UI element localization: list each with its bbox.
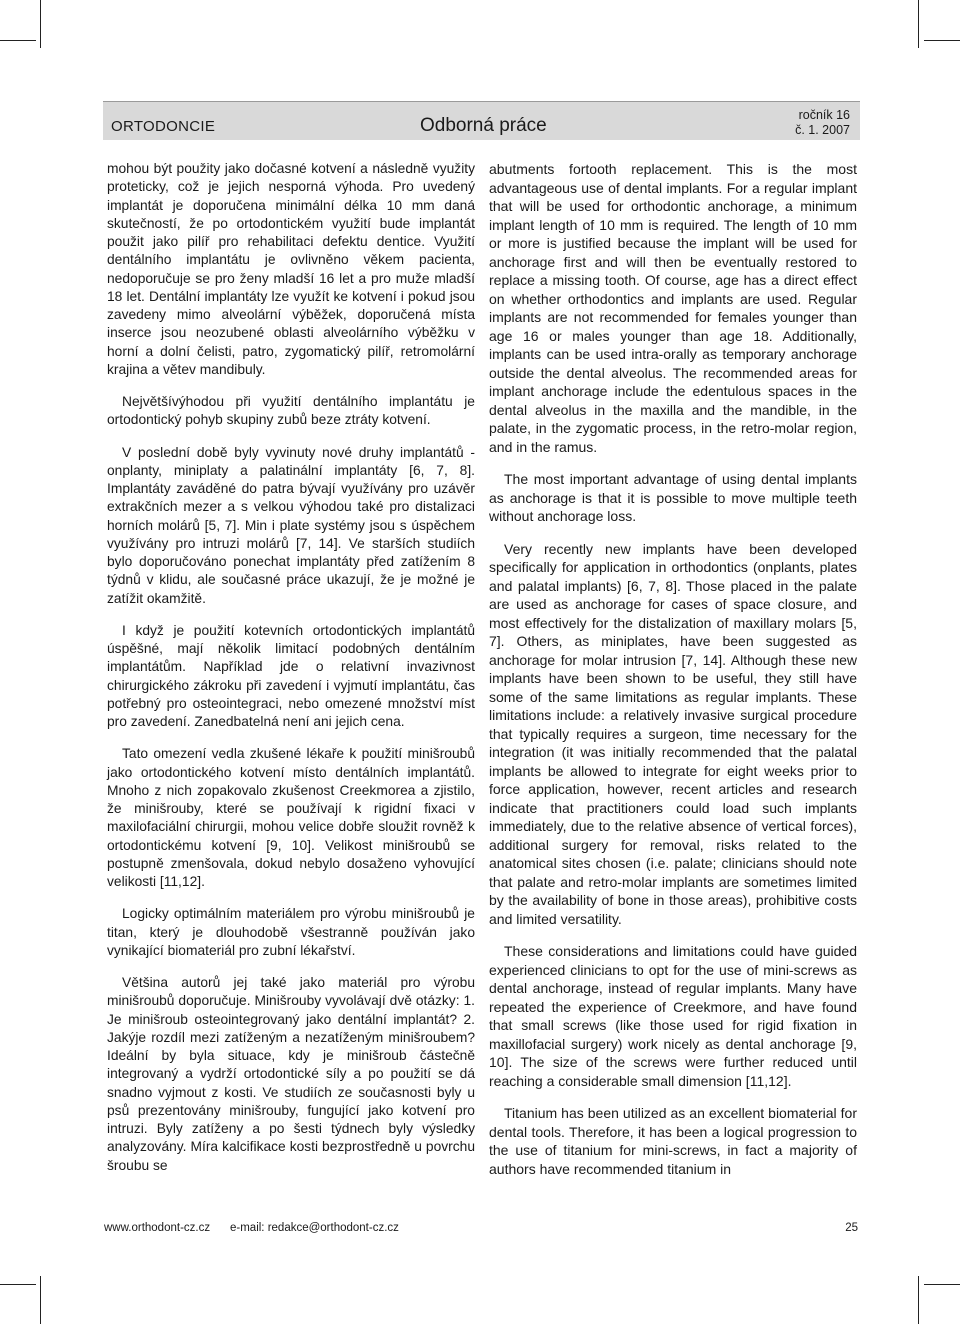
crop-mark — [0, 1284, 36, 1285]
crop-mark — [924, 40, 960, 41]
website-link[interactable]: www.orthodont-cz.cz — [104, 1222, 211, 1234]
issue-number: č. 1. 2007 — [795, 123, 850, 137]
crop-mark — [40, 0, 41, 48]
paragraph: Titanium has been utilized as an excellent biomaterial for dental tools. Therefore, it has been a logical progression to the use of titanium for mini-screws, in fact a majority of authors have recommended titanium in — [489, 1105, 857, 1177]
crop-mark — [918, 1276, 919, 1324]
issue-info — [795, 108, 850, 138]
journal-section: ORTODONCIE — [111, 118, 216, 135]
issue-year: ročník 16 — [798, 108, 850, 122]
article-type: Odborná práce — [420, 115, 547, 136]
paragraph: abutments fortooth replacement. This is the most advantageous use of dental implants. For a regular implant that will be used for orthodontic anchorage, a minimum implant length of 10 mm is required. The length of 10 mm or more is justified because the implant will be used for anchorage first and will then be eventually restored to replace a missing tooth. Of course, age has a direct effect on whether orthodontics and implants are used. Regular implants are not recommended for females younger than age 16 or males younger than age 18. Additionally, implants can be used intra-orally as temporary anchorage outside the dental alveolus. The recommended areas for implant anchorage include the edentulous spaces in the dental alveolus in the maxilla and the mandible, in the palate, in the zygomatic process, in the retro-molar region, and in the ramus. — [489, 161, 857, 455]
crop-mark — [918, 0, 919, 48]
paragraph: Tato omezení vedla zkušené lékaře k použití minišroubů jako ortodontického kotvení místo dentálních implantátů. Mnoho z nich zopakovalo zkušenost Creekmorea a zjistilo, že minišrouby, které se používají k rigidní fixaci v maxilofaciální chirurgii, mohou velice dobře sloužit rovněž k ortodontickému kotvení [9, 10]. Velikost minišroubů se postupně zmenšovala, dokud nebylo dosaženo vyhovující velikosti [11,12]. — [107, 746, 475, 889]
paragraph: The most important advantage of using dental implants as anchorage is that it is possible to move multiple teeth without anchorage loss. — [489, 471, 857, 524]
crop-mark — [40, 1276, 41, 1324]
paragraph: Největšívýhodou při využití dentálního implantátu je ortodontický pohyb skupiny zubů beze ztráty kotvení. — [107, 394, 475, 428]
paragraph: Very recently new implants have been developed specifically for application in orthodontics (onplants, plates and palatal implants) [6, 7, 8]. Those placed in the palate are used as anchorage for cases of space closure, and most effectively for the distalization of maxillary molars [5, 7]. Others, as miniplates, have been suggested as anchorage for molar intrusion [7, 14]. Although these new implants have been shown to be useful, they still have some of the same limitations as regular implants. These limitations include: a relatively invasive surgical procedure that typically requires a surgeon, time necessary for the integration (it was initially recommended that the palatal implants be allowed to integrate for eight weeks prior to force application, however, recent articles and research indicate that practitioners could load such implants immediately, due to the relative absence of vertical forces), additional surgery for removal, risks related to the anatomical sites chosen (i.e. palate; clinicians should note that palate and retro-molar implants are sometimes limited by the availability of bone in those areas), prohibitive costs and limited versatility. — [489, 540, 857, 927]
page-header — [103, 101, 860, 140]
paragraph: I když je použití kotevních ortodontických implantátů úspěšné, mají několik limitací podobných dentálním implantátům. Například jde o relativní invazivnost chirurgického zákroku při zavedení i vyjmutí implantátu, čas potřebný pro osteointegraci, nebo omezené množství míst pro zavedení. Zanedbatelná není ani jejich cena. — [107, 622, 475, 729]
paragraph: Většina autorů jej také jako materiál pro výrobu minišroubů doporučuje. Minišrouby vyvolávají dvě otázky: 1. Je minišroub osteointegrovaný jako dentální implantát? 2. Jakýje rozdíl mezi zatíženým a nezatíženým minišroubem? Ideální by byla situace, kdy je minišroub částečně integrovaný a vydrží ortodontické síly a po použití se dá snadno vyjmout z kosti. Ve studiích ze současnosti byly u psů prezentovány minišrouby, fungující jako kotvení pro intruzi. Byly zatíženy a po šesti týdnech byly výsledky analyzovány. Míra kalcifikace kosti bezprostředně u povrchu šroubu se — [107, 975, 475, 1173]
crop-mark — [924, 1284, 960, 1285]
page-number: 25 — [845, 1222, 858, 1234]
paragraph: Logicky optimálním materiálem pro výrobu minišroubů je titan, který je dlouhodobě všestranně používán jako vynikající biomateriál pro zubní lékařství. — [107, 906, 475, 958]
left-column-czech — [107, 160, 475, 1189]
email-link[interactable]: e-mail: redakce@orthodont-cz.cz — [230, 1222, 399, 1234]
paragraph: These considerations and limitations could have guided experienced clinicians to opt for the use of mini-screws as dental anchorage, instead of regular implants. Many have repeated the experience of Creekmore, and have found that small screws (like those used for rigid fixation in maxillofacial surgery) work nicely as dental anchorage [9, 10]. The size of the screws were further reduced until reaching a considerable small dimension [11,12]. — [489, 943, 857, 1089]
crop-mark — [0, 40, 36, 41]
paragraph: V poslední době byly vyvinuty nové druhy implantátů - onplanty, miniplaty a palatinální implantáty [6, 7, 8]. Implantáty zaváděné do patra bývají využívány pro uzávěr extrakčních mezer a s velkou výhodou také pro distalizaci horních molárů [5, 7]. Min i plate systémy jsou s úspěchem využívány pro intruzi molárů [7, 14]. Ve starších studiích bylo doporučováno ponechat implantáty před zatížením 8 týdnů v klidu, ale současné práce ukazují, že je možné je zatížit okamžitě. — [107, 444, 475, 606]
paragraph: mohou být použity jako dočasné kotvení a následně využity proteticky, což je jejich nesporná výhoda. Pro uvedený implantát je doporučena minimální délka 10 mm daná skutečností, že po ortodontickém využití bude implantát použit jako pilíř pro rehabilitaci defektu dentice. Využití dentálního implantátu je ovlivněno věkem pacienta, nedoporučuje se pro ženy mladší 16 let a pro muže mladší 18 let. Dentální implantáty lze využít ke kotvení i pokud jsou zavedeny mimo alveolární výběžek, doporučená místa inserce jsou neozubené oblasti alveolárního výběžku v horní a dolní čelisti, patro, zygomatický pilíř, retromolární krajina a větev mandibuly. — [107, 161, 475, 377]
right-column-english — [489, 160, 857, 1192]
